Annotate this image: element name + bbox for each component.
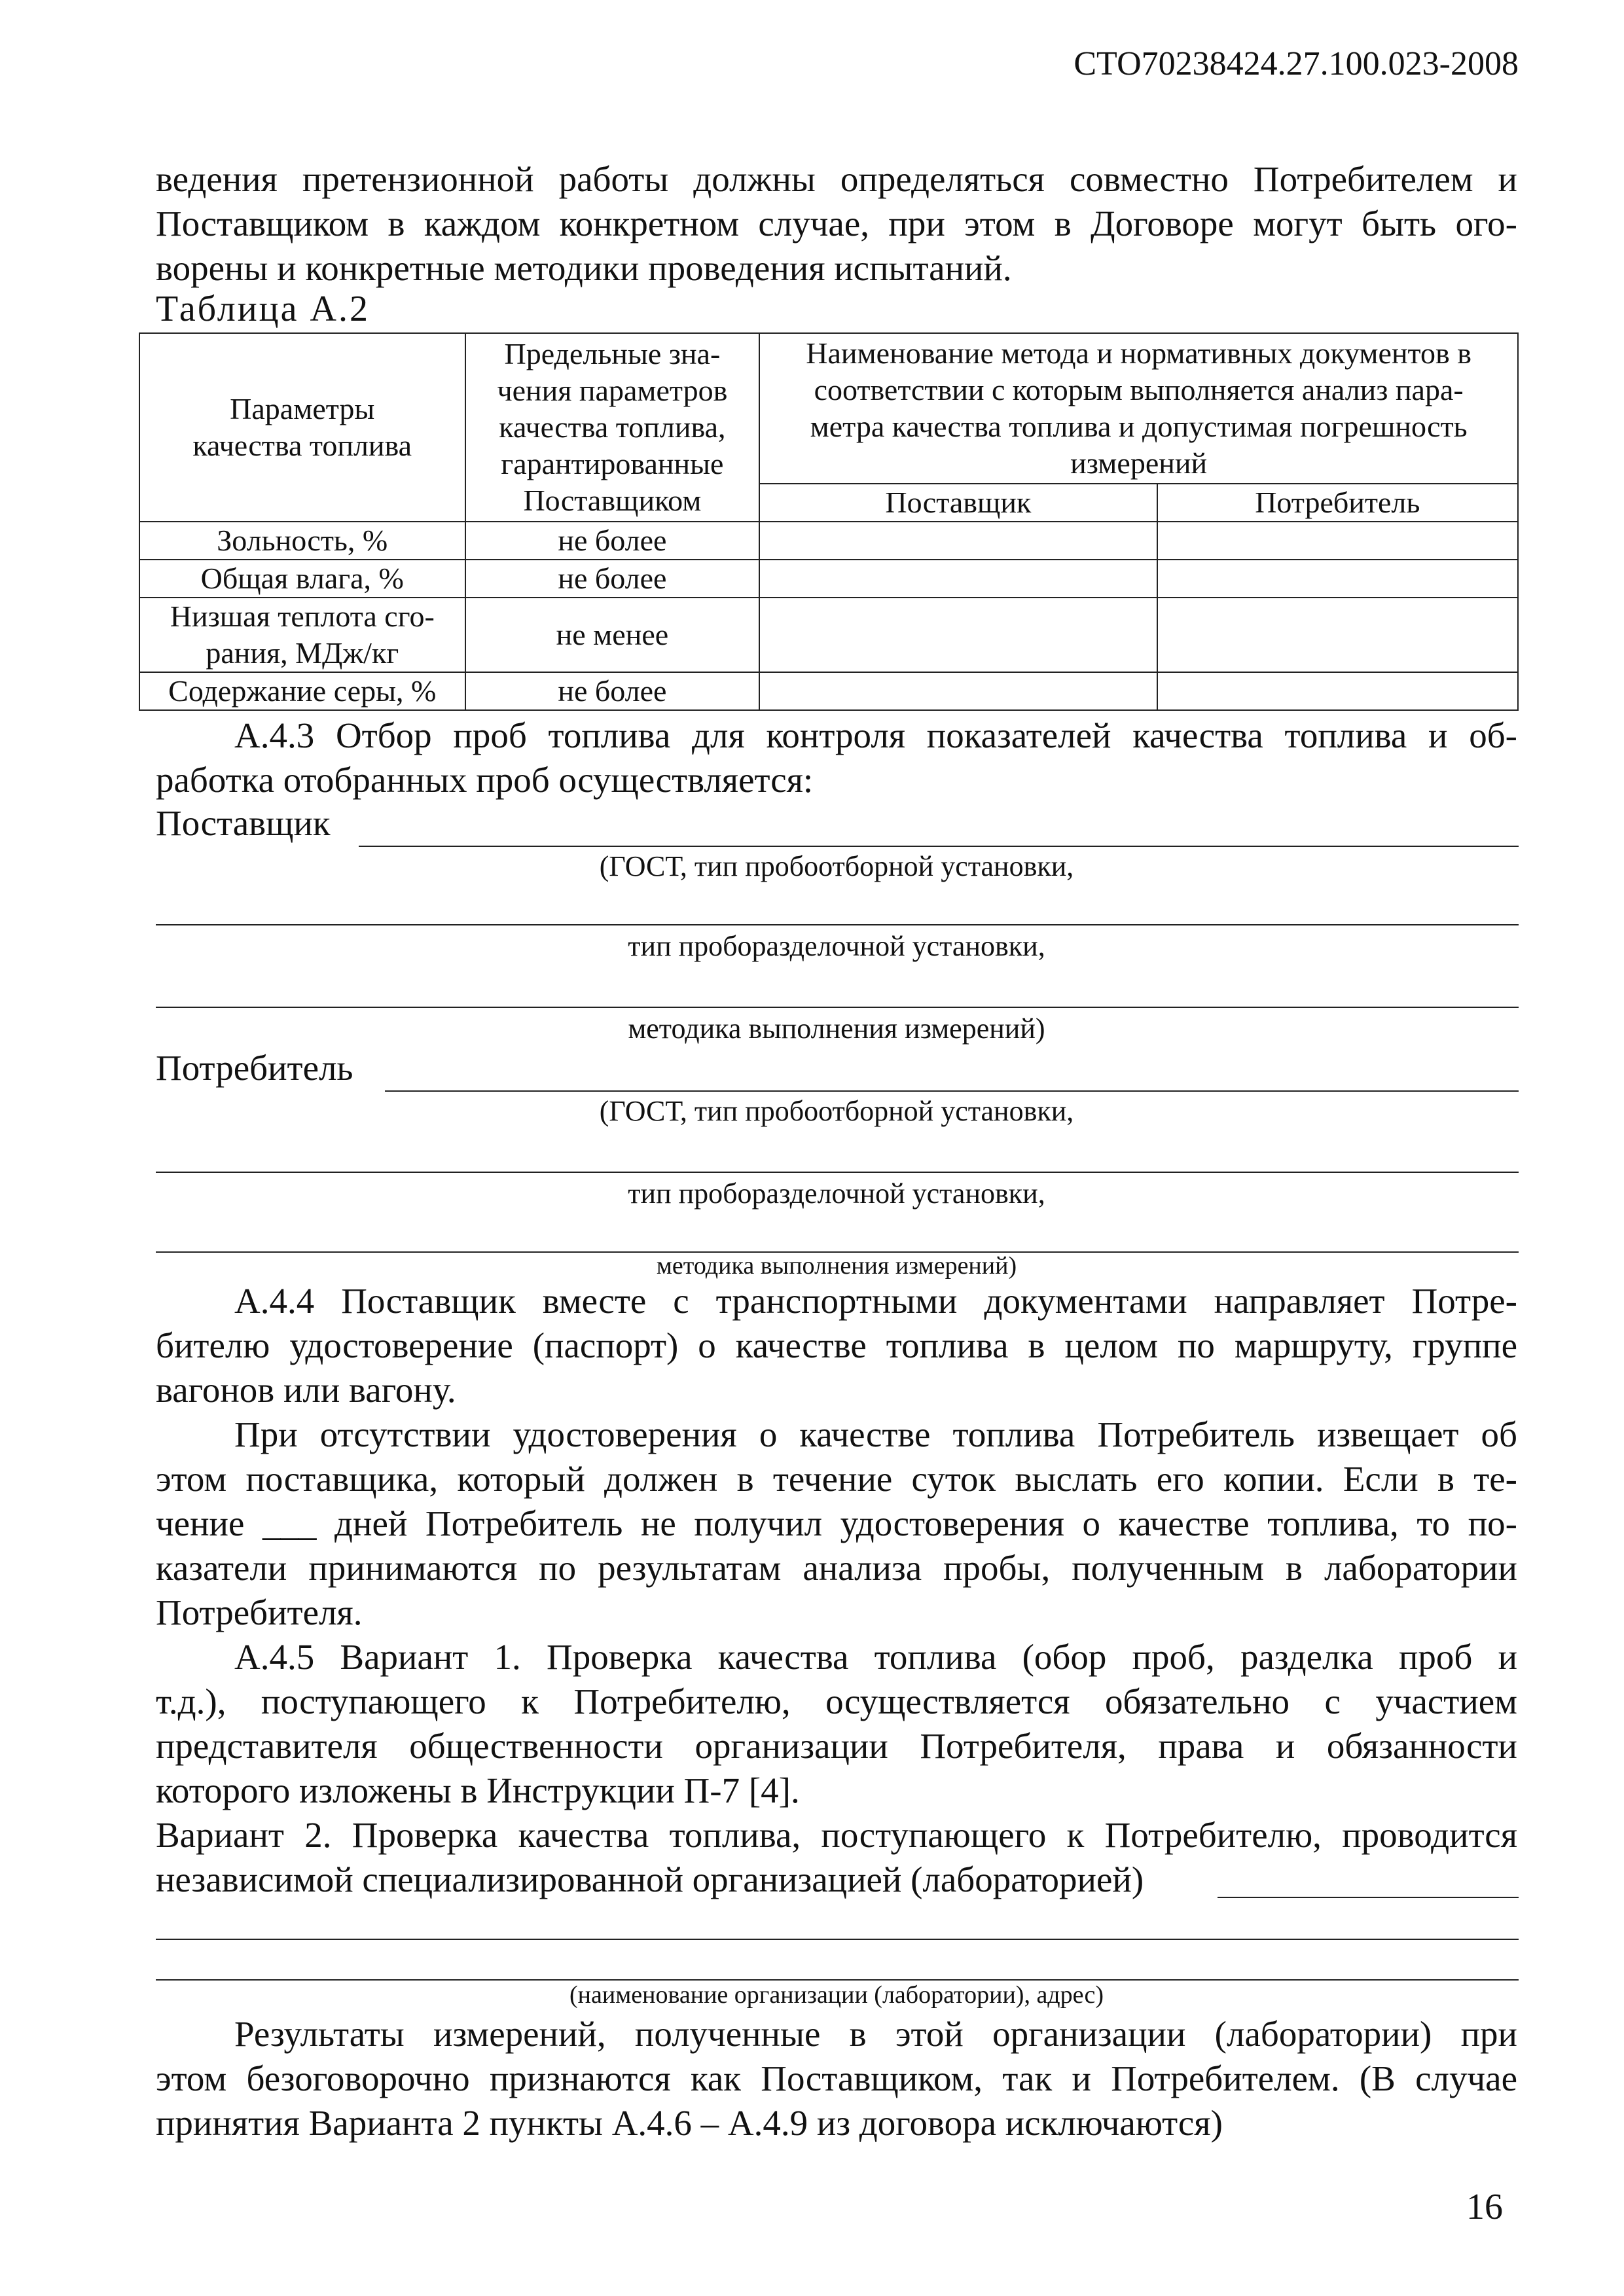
text-line: вагонов или вагону. (156, 1370, 456, 1410)
results-paragraph (156, 2012, 1517, 2145)
consumer-fill-line[interactable] (156, 1172, 1519, 1173)
text-line: А.4.4 Поставщик вместе с транспортными документами направляет Потре- (234, 1281, 1517, 1321)
supplier-cell (759, 598, 1157, 672)
text-line: которого изложены в Инструкции П-7 [4]. (156, 1770, 800, 1810)
page-number: 16 (1466, 2187, 1503, 2227)
quality-table (139, 332, 1519, 711)
text-line: этом поставщика, который должен в течение суток выслать его копии. Если в те- (156, 1459, 1517, 1499)
text-line: принятия Варианта 2 пункты А.4.6 – А.4.9 из договора исключаются) (156, 2103, 1223, 2143)
consumer-cell (1157, 522, 1518, 560)
header-consumer: Потребитель (1157, 484, 1518, 522)
section-a45 (156, 1635, 1517, 1902)
param-cell: Низшая теплота сго- рания, МДж/кг (139, 598, 465, 672)
text-line: казатели принимаются по результатам анализа пробы, полученным в лаборатории (156, 1548, 1517, 1588)
supplier-fill-line[interactable] (359, 846, 1519, 847)
text-line: т.д.), поступающего к Потребителю, осуществляется обязательно с участием (156, 1681, 1517, 1721)
note-division: тип проборазделочной установки, (628, 1177, 1045, 1210)
note-gost: (ГОСТ, тип пробоотборной установки, (599, 850, 1074, 882)
consumer-cell (1157, 672, 1518, 710)
header-param: Параметры качества топлива (139, 333, 465, 522)
lab-fill-line[interactable] (1218, 1897, 1519, 1898)
section-a44 (156, 1279, 1517, 1635)
text-line: Вариант 2. Проверка качества топлива, поступающего к Потребителю, проводится (156, 1815, 1517, 1855)
consumer-label: Потребитель (156, 1048, 353, 1088)
text-line: бителю удостоверение (паспорт) о качестве топлива в целом по маршруту, группе (156, 1325, 1517, 1365)
param-cell: Зольность, % (139, 522, 465, 560)
text-line: При отсутствии удостоверения о качестве топлива Потребитель извещает об (234, 1414, 1517, 1454)
intro-paragraph (156, 157, 1517, 291)
supplier-cell (759, 522, 1157, 560)
text-line: ведения претензионной работы должны определяться совместно Потребителем и (156, 159, 1517, 199)
header-method: Наименование метода и нормативных документов в соответствии с которым выполняется анализ пара- метра качества топлива и допустимая погрешность измерений (759, 333, 1518, 484)
supplier-cell (759, 560, 1157, 598)
note-method: методика выполнения измерений) (628, 1013, 1045, 1045)
supplier-fill-line[interactable] (156, 924, 1519, 925)
supplier-label: Поставщик (156, 803, 331, 843)
table-row (139, 560, 1518, 598)
note-division: тип проборазделочной установки, (628, 930, 1045, 962)
lab-fill-line[interactable] (156, 1939, 1519, 1940)
param-cell: Содержание серы, % (139, 672, 465, 710)
text-line: Потребителя. (156, 1592, 363, 1632)
text-line: Поставщиком в каждом конкретном случае, при этом в Договоре могут быть ого- (156, 204, 1517, 243)
section-a43 (156, 713, 1517, 802)
note-gost: (ГОСТ, тип пробоотборной установки, (599, 1095, 1074, 1127)
text-line: Результаты измерений, полученные в этой организации (лаборатории) при (234, 2014, 1517, 2054)
table-row (139, 598, 1518, 672)
table-row (139, 522, 1518, 560)
text-line: этом безоговорочно признаются как Поставщиком, так и Потребителем. (В случае (156, 2058, 1517, 2098)
consumer-cell (1157, 598, 1518, 672)
limit-cell: не более (465, 672, 760, 710)
text-line: А.4.5 Вариант 1. Проверка качества топлива (обор проб, разделка проб и (234, 1637, 1517, 1677)
limit-cell: не более (465, 560, 760, 598)
header-supplier: Поставщик (759, 484, 1157, 522)
param-cell: Общая влага, % (139, 560, 465, 598)
text-line: представителя общественности организации Потребителя, права и обязанности (156, 1726, 1517, 1766)
supplier-cell (759, 672, 1157, 710)
limit-cell: не более (465, 522, 760, 560)
text-line: ворены и конкретные методики проведения испытаний. (156, 248, 1012, 288)
table-row (139, 672, 1518, 710)
limit-cell: не менее (465, 598, 760, 672)
text-line: А.4.3 Отбор проб топлива для контроля показателей качества топлива и об- (234, 715, 1517, 755)
text-line: независимой специализированной организацией (лабораторией) (156, 1859, 1144, 1899)
note-org: (наименование организации (лаборатории), адрес) (569, 1981, 1104, 2009)
header-limits: Предельные зна- чения параметров качества топлива, гарантированные Поставщиком (465, 333, 760, 522)
note-method: методика выполнения измерений) (656, 1252, 1017, 1280)
text-line: чение ___ дней Потребитель не получил удостоверения о качестве топлива, то по- (156, 1503, 1517, 1543)
supplier-fill-line[interactable] (156, 1007, 1519, 1008)
consumer-fill-line[interactable] (385, 1090, 1519, 1092)
document-code: СТО70238424.27.100.023-2008 (1074, 45, 1519, 82)
table-caption: Таблица А.2 (156, 289, 370, 329)
consumer-cell (1157, 560, 1518, 598)
text-line: работка отобранных проб осуществляется: (156, 760, 814, 800)
